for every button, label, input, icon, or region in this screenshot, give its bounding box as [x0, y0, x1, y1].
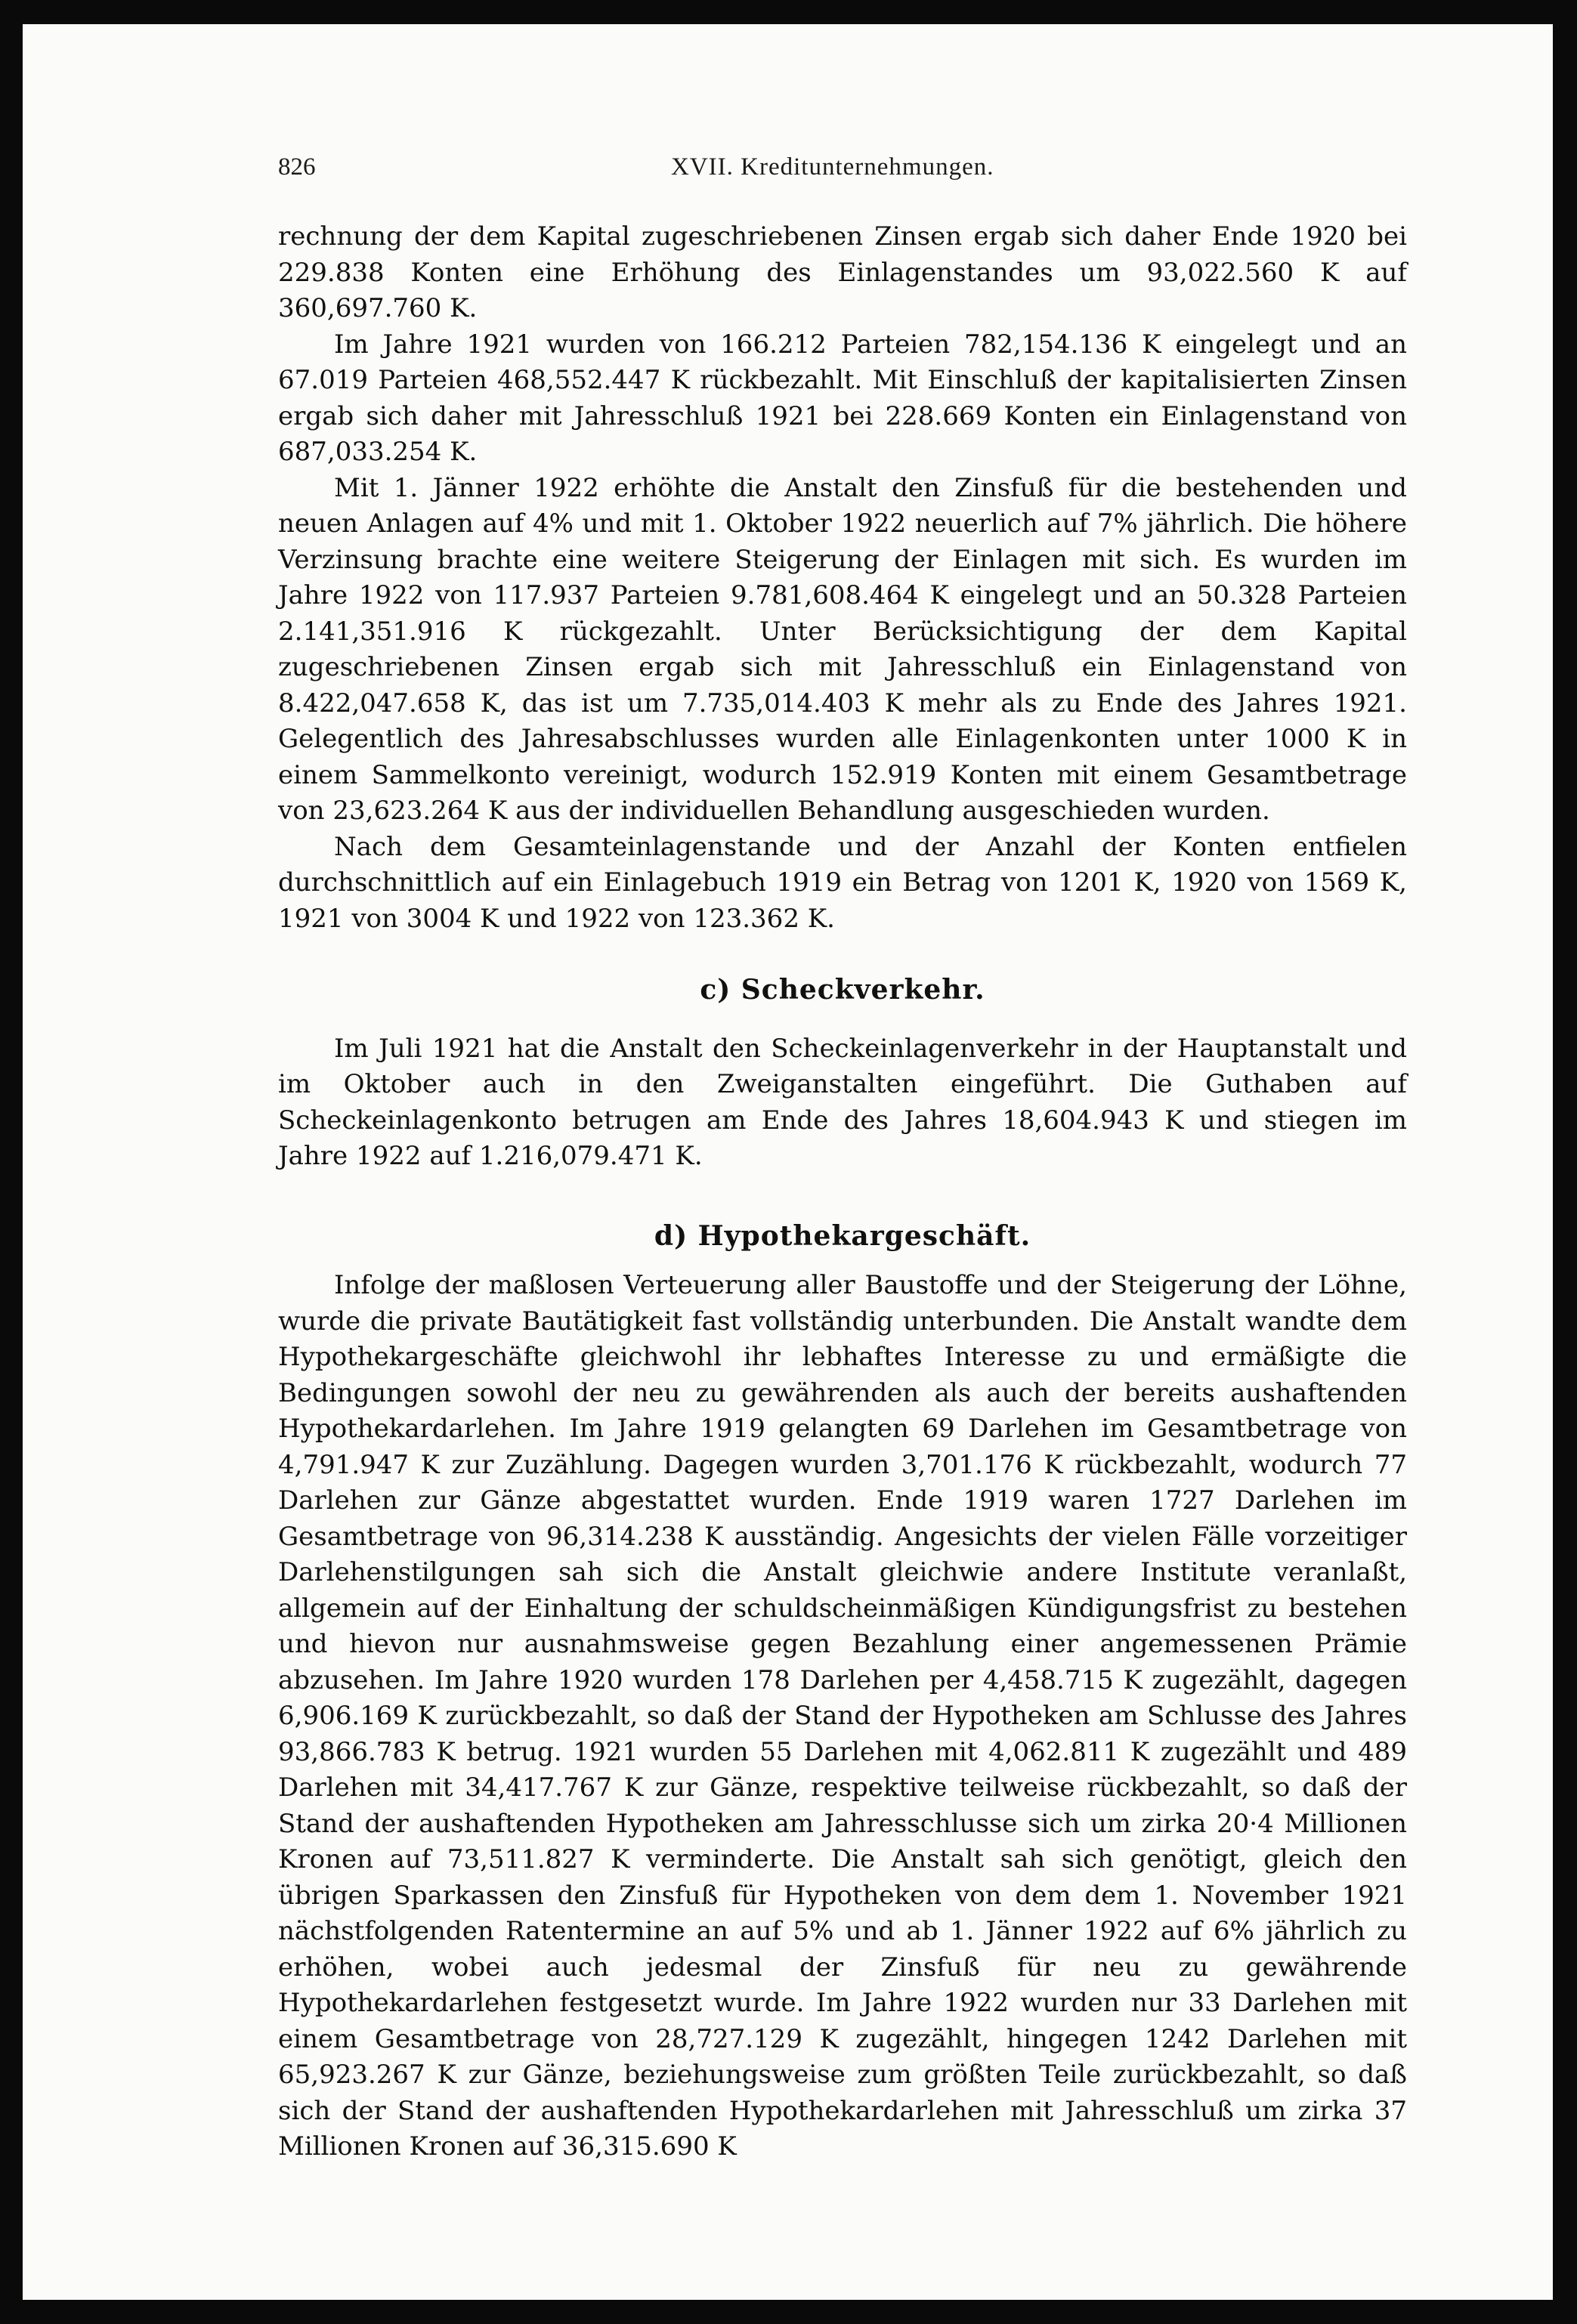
section-heading-scheckverkehr: c) Scheckverkehr. — [700, 974, 985, 1006]
spacer — [278, 937, 1407, 972]
paragraph-1922: Mit 1. Jänner 1922 erhöhte die Anstalt den Zinsfuß für die bestehenden und neuen Anlagen auf 4% und mit 1. Oktober 1922 neuerlich auf 7% jährlich. Die höhere Verzinsung brachte eine weitere Steigerung der Einlagen mit sich. Es wurden im Jahre 1922 von 117.937 Parteien 9.781,608.464 K eingelegt und an 50.328 Parteien 2.141,351.916 K rückgezahlt. Unter Berücksichtigung der dem Kapital zugeschriebenen Zinsen ergab sich mit Jahresschluß ein Einlagenstand von 8.422,047.658 K, das ist um 7.735,014.403 K mehr als zu Ende des Jahres 1921. Gelegentlich des Jahresabschlusses wurden alle Einlagenkonten unter 1000 K in einem Sammelkonto vereinigt, wodurch 152.919 Konten mit einem Gesamtbetrage von 23,623.264 K aus der individuellen Behandlung ausgeschieden wurden. — [278, 472, 1407, 826]
spacer — [278, 1254, 1407, 1268]
paragraph-1921: Im Jahre 1921 wurden von 166.212 Parteien 782,154.136 K eingelegt und an 67.019 Parteien 468,552.447 K rückbezahlt. Mit Einschluß der kapitalisierten Zinsen ergab sich daher mit Jahresschluß 1921 bei 228.669 Konten ein Einlagenstand von 687,033.254 K. — [278, 329, 1407, 467]
paragraph-averages: Nach dem Gesamteinlagenstande und der Anzahl der Konten entfielen durchschnittlich auf ein Einlagebuch 1919 ein Betrag von 1201 K, 1920 von 1569 K, 1921 von 3004 K und 1922 von 123.362 K. — [278, 831, 1407, 934]
paragraph-continuation: rechnung der dem Kapital zugeschriebenen Zinsen ergab sich daher Ende 1920 bei 229.838 Konten eine Erhöhung des Einlagenstandes um 93,022.560 K auf 360,697.760 K. — [278, 221, 1407, 323]
page-body — [278, 219, 1407, 2165]
spacer — [278, 1009, 1407, 1031]
page-number: 826 — [278, 153, 316, 181]
section-heading-hypothekargeschaeft: d) Hypothekargeschäft. — [654, 1219, 1031, 1252]
paragraph-hypothekargeschaeft: Infolge der maßlosen Verteuerung aller Baustoffe und der Steigerung der Löhne, wurde die private Bautätigkeit fast vollständig unterbunden. Die Anstalt wandte dem Hypothekargeschäfte gleichwohl ihr lebhaftes Interesse zu und ermäßigte die Bedingungen sowohl der neu zu gewährenden als auch der bereits aushaftenden Hypothekardarlehen. Im Jahre 1919 gelangten 69 Darlehen im Gesamtbetrage von 4,791.947 K zur Zuzählung. Dagegen wurden 3,701.176 K rückbezahlt, wodurch 77 Darlehen zur Gänze abgestattet wurden. Ende 1919 waren 1727 Darlehen im Gesamtbetrage von 96,314.238 K ausständig. Angesichts der vielen Fälle vorzeitiger Darlehenstilgungen sah sich die Anstalt gleichwie andere Institute veranlaßt, allgemein auf der Einhaltung der schuldscheinmäßigen Kündigungsfrist zu bestehen und hievon nur ausnahmsweise gegen Bezahlung einer angemessenen Prämie abzusehen. Im Jahre 1920 wurden 178 Darlehen per 4,458.715 K zugezählt, dagegen 6,906.169 K zurückbezahlt, so daß der Stand der Hypotheken am Schlusse des Jahres 93,866.783 K betrug. 1921 wurden 55 Darlehen mit 4,062.811 K zugezählt und 489 Darlehen mit 34,417.767 K zur Gänze, respektive teilweise rückbezahlt, so daß der Stand der aushaftenden Hypotheken am Jahresschlusse sich um zirka 20·4 Millionen Kronen auf 73,511.827 K verminderte. Die Anstalt sah sich genötigt, gleich den übrigen Sparkassen den Zinsfuß für Hypotheken von dem dem 1. November 1921 nächstfolgenden Ratentermine an auf 5% und ab 1. Jänner 1922 auf 6% jährlich zu erhöhen, wobei auch jedesmal der Zinsfuß für neu zu gewährende Hypothekardarlehen festgesetzt wurde. Im Jahre 1922 wurden nur 33 Darlehen mit einem Gesamtbetrage von 28,727.129 K zugezählt, hingegen 1242 Darlehen mit 65,923.267 K zur Gänze, beziehungsweise zum größten Teile zurückbezahlt, so daß sich der Stand der aushaftenden Hypothekardarlehen mit Jahresschluß um zirka 37 Millionen Kronen auf 36,315.690 K — [278, 1270, 1407, 2162]
running-title: XVII. Kreditunternehmungen. — [671, 153, 994, 181]
paragraph-scheckverkehr: Im Juli 1921 hat die Anstalt den Scheckeinlagenverkehr in der Hauptanstalt und im Oktober auch in den Zweiganstalten eingeführt. Die Guthaben auf Scheckeinlagenkonto betrugen am Ende des Jahres 18,604.943 K und stiegen im Jahre 1922 auf 1.216,079.471 K. — [278, 1033, 1407, 1171]
spacer — [278, 1175, 1407, 1219]
page-header — [278, 153, 1412, 191]
